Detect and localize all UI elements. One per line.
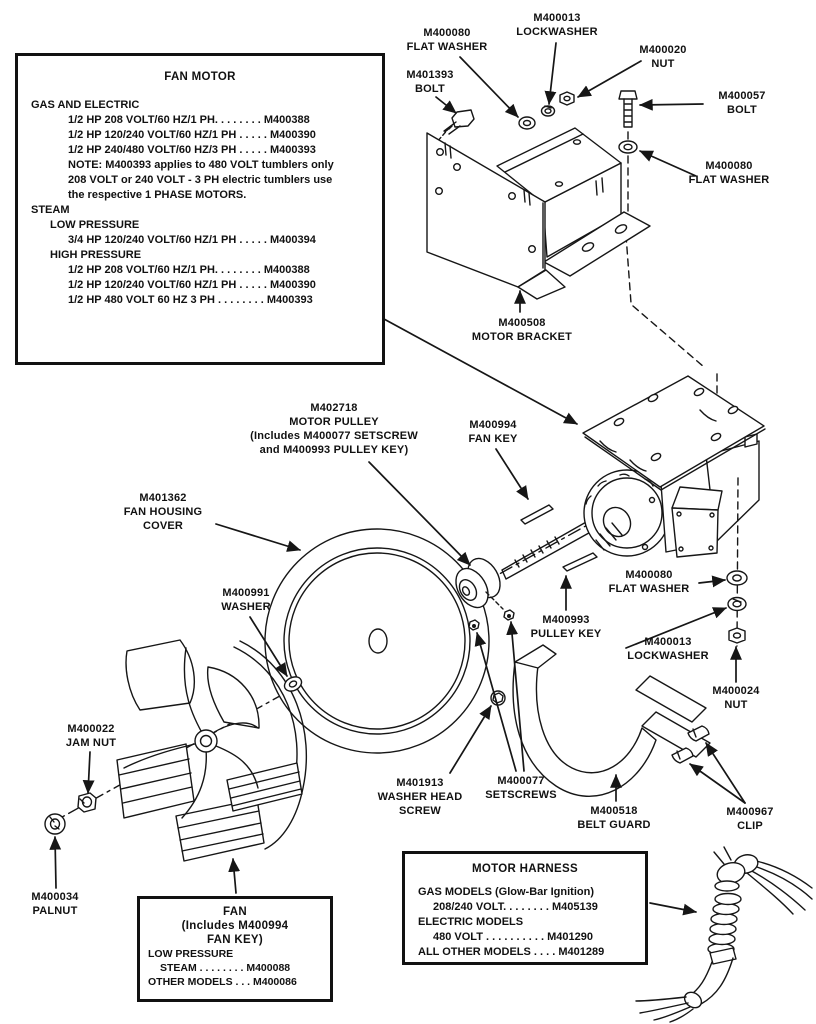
bracket-hardware-drawing (444, 91, 637, 153)
label-motor-bracket: M400508 MOTOR BRACKET (471, 317, 573, 343)
motor-bracket-drawing (427, 128, 650, 299)
label-fan-housing-cover: M401362 FAN HOUSING COVER (123, 492, 203, 532)
label-flat-washer-top: M400080 FLAT WASHER (406, 27, 488, 53)
label-pulley-key: M400993 PULLEY KEY (530, 614, 602, 640)
fan-box-title: FAN (Includes M400994 FAN KEY) (181, 906, 289, 946)
label-nut-top: M400020 NUT (639, 44, 687, 70)
label-belt-guard: M400518 BELT GUARD (577, 805, 651, 831)
label-bolt-m401393: M401393 BOLT (406, 69, 454, 95)
motor-drawing (502, 376, 765, 579)
fan-motor-box-title: FAN MOTOR (164, 71, 236, 83)
label-flat-washer-mid: M400080 FLAT WASHER (608, 569, 690, 595)
label-jam-nut: M400022 JAM NUT (65, 723, 117, 749)
label-bolt-m400057: M400057 BOLT (718, 90, 766, 116)
motor-harness-spec-box: MOTOR HARNESS GAS MODELS (Glow-Bar Ignition) 208/240 VOLT. . . . . . . . M405139 ELECTRIC MODELS 480 VOLT . . . . . . . . . . M401290 ALL OTHER MODELS . . . . M401289 (402, 851, 648, 965)
label-lockwasher-mid: M400013 LOCKWASHER (627, 636, 709, 662)
motor-harness-box-title: MOTOR HARNESS (472, 863, 578, 875)
label-lockwasher-top: M400013 LOCKWASHER (516, 12, 598, 38)
label-washer: M400991 WASHER (221, 587, 271, 613)
fan-motor-spec-box: FAN MOTOR GAS AND ELECTRIC 1/2 HP 208 VOLT/60 HZ/1 PH. . . . . . . . M400388 1/2 HP 120/240 VOLT/60 HZ/1 PH . . . . . M400390 1/2 HP 240/480 VOLT/60 HZ/3 PH . . . . . M400393 NOTE: M400393 applies to 480 VOLT tumblers only 208 VOLT or 240 VOLT - 3 PH electric tumblers use the respective 1 PHASE MOTORS. STEAM LOW PRESSURE 3/4 HP 120/240 VOLT/60 HZ/1 PH . . . . . M400394 HIGH PRESSURE 1/2 HP 208 VOLT/60 HZ/1 PH. . . . . . . . M400388 1/2 HP 120/240 VOLT/60 HZ/1 PH . . . . . M400390 1/2 HP 480 VOLT 60 HZ 3 PH . . . . . . . . M400393 (15, 53, 385, 365)
fan-spec-box: FAN (Includes M400994 FAN KEY) LOW PRESSURE STEAM . . . . . . . . M400088 OTHER MODELS . . . M400086 (137, 896, 333, 1002)
label-fan-key: M400994 FAN KEY (468, 419, 518, 445)
label-palnut: M400034 PALNUT (31, 891, 79, 917)
label-clip: M400967 CLIP (726, 806, 774, 832)
label-washer-head-screw: M401913 WASHER HEAD SCREW (377, 777, 463, 817)
stack-dash (737, 478, 738, 646)
label-setscrews: M400077 SETSCREWS (485, 775, 557, 801)
label-nut-mid: M400024 NUT (712, 685, 760, 711)
harness-drawing (636, 847, 812, 1022)
washer-stack-drawing (727, 571, 747, 643)
fan-housing-cover-drawing (265, 529, 489, 753)
label-flat-washer-right: M400080 FLAT WASHER (688, 160, 770, 186)
label-motor-pulley: M402718 MOTOR PULLEY (Includes M400077 SETSCREW and M400993 PULLEY KEY) (250, 402, 418, 456)
